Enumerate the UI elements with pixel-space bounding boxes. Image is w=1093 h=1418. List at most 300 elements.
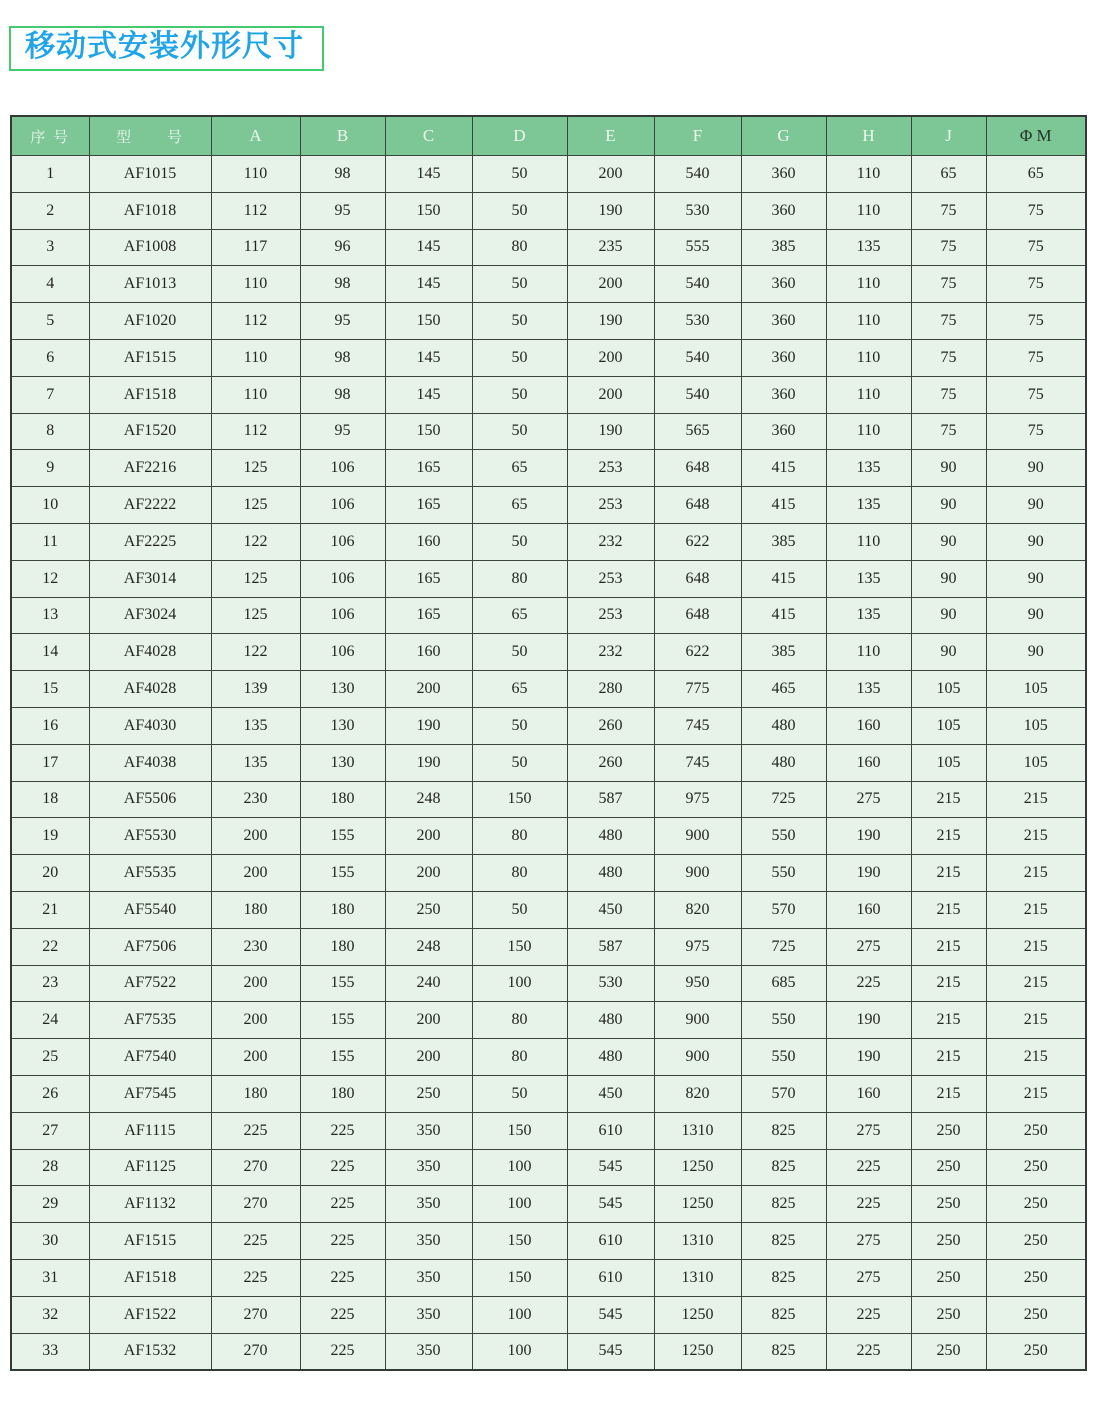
dimension-cell: 570	[741, 1075, 826, 1112]
dimension-cell: 253	[567, 597, 654, 634]
dimension-cell: 190	[567, 303, 654, 340]
dimension-cell: 105	[986, 707, 1086, 744]
model-cell: AF1515	[89, 1223, 211, 1260]
dimension-cell: 275	[826, 1259, 911, 1296]
dimension-cell: 275	[826, 1223, 911, 1260]
dimension-cell: 145	[385, 156, 472, 193]
table-row	[11, 891, 1086, 928]
dimension-cell: 112	[211, 192, 300, 229]
model-cell: AF1518	[89, 376, 211, 413]
dimension-cell: 250	[911, 1149, 986, 1186]
dimension-cell: 65	[911, 156, 986, 193]
column-header-6: E	[567, 116, 654, 156]
dimension-cell: 75	[911, 192, 986, 229]
dimension-cell: 165	[385, 487, 472, 524]
dimension-cell: 825	[741, 1149, 826, 1186]
dimension-cell: 975	[654, 928, 741, 965]
dimension-cell: 200	[567, 156, 654, 193]
column-header-5: D	[472, 116, 567, 156]
dimension-cell: 350	[385, 1149, 472, 1186]
dimension-cell: 100	[472, 1333, 567, 1370]
dimension-cell: 825	[741, 1223, 826, 1260]
table-row	[11, 855, 1086, 892]
dimension-cell: 825	[741, 1112, 826, 1149]
dimension-cell: 350	[385, 1223, 472, 1260]
table-row	[11, 1002, 1086, 1039]
dimension-cell: 225	[300, 1149, 385, 1186]
dimension-cell: 648	[654, 450, 741, 487]
table-row	[11, 781, 1086, 818]
dimension-cell: 75	[986, 339, 1086, 376]
dimension-cell: 480	[567, 1002, 654, 1039]
dimension-cell: 215	[911, 928, 986, 965]
dimension-cell: 100	[472, 1149, 567, 1186]
dimension-cell: 253	[567, 560, 654, 597]
table-row	[11, 707, 1086, 744]
dimension-cell: 900	[654, 1039, 741, 1076]
dimension-cell: 350	[385, 1112, 472, 1149]
dimension-cell: 480	[567, 1039, 654, 1076]
row-index-cell: 27	[11, 1112, 89, 1149]
dimension-cell: 350	[385, 1333, 472, 1370]
dimension-cell: 825	[741, 1296, 826, 1333]
dimension-cell: 215	[986, 1039, 1086, 1076]
dimension-cell: 150	[472, 781, 567, 818]
dimension-cell: 90	[911, 560, 986, 597]
dimension-cell: 250	[986, 1186, 1086, 1223]
table-row	[11, 487, 1086, 524]
dimension-cell: 190	[385, 707, 472, 744]
dimension-cell: 65	[472, 450, 567, 487]
dimension-cell: 75	[986, 229, 1086, 266]
dimension-cell: 225	[211, 1259, 300, 1296]
dimension-cell: 200	[385, 1002, 472, 1039]
row-index-cell: 31	[11, 1259, 89, 1296]
dimension-cell: 225	[826, 1149, 911, 1186]
dimension-cell: 1250	[654, 1296, 741, 1333]
dimension-cell: 280	[567, 671, 654, 708]
model-cell: AF7540	[89, 1039, 211, 1076]
dimension-cell: 685	[741, 965, 826, 1002]
dimension-cell: 415	[741, 560, 826, 597]
dimension-cell: 50	[472, 339, 567, 376]
dimension-cell: 75	[911, 413, 986, 450]
dimension-cell: 145	[385, 266, 472, 303]
table-row	[11, 1296, 1086, 1333]
dimension-cell: 250	[911, 1186, 986, 1223]
table-header-row	[11, 116, 1086, 156]
model-cell: AF1532	[89, 1333, 211, 1370]
dimension-cell: 75	[986, 303, 1086, 340]
table-row	[11, 376, 1086, 413]
model-cell: AF4038	[89, 744, 211, 781]
table-row	[11, 1075, 1086, 1112]
dimension-cell: 139	[211, 671, 300, 708]
dimension-cell: 225	[300, 1223, 385, 1260]
dimension-cell: 155	[300, 1002, 385, 1039]
dimension-cell: 545	[567, 1149, 654, 1186]
dimension-cell: 230	[211, 928, 300, 965]
column-header-2: A	[211, 116, 300, 156]
dimension-cell: 106	[300, 597, 385, 634]
dimension-cell: 1250	[654, 1333, 741, 1370]
dimension-cell: 250	[986, 1112, 1086, 1149]
row-index-cell: 3	[11, 229, 89, 266]
dimension-cell: 135	[826, 450, 911, 487]
row-index-cell: 12	[11, 560, 89, 597]
dimension-cell: 90	[986, 634, 1086, 671]
column-header-0: 序 号	[11, 116, 89, 156]
column-header-9: H	[826, 116, 911, 156]
dimension-cell: 385	[741, 634, 826, 671]
dimension-cell: 200	[385, 671, 472, 708]
dimension-cell: 900	[654, 818, 741, 855]
dimension-cell: 110	[826, 376, 911, 413]
dimension-cell: 90	[911, 487, 986, 524]
table-row	[11, 413, 1086, 450]
dimension-cell: 550	[741, 818, 826, 855]
table-row	[11, 928, 1086, 965]
dimension-cell: 150	[385, 303, 472, 340]
model-cell: AF5530	[89, 818, 211, 855]
dimension-cell: 260	[567, 744, 654, 781]
dimension-cell: 110	[826, 413, 911, 450]
model-cell: AF1520	[89, 413, 211, 450]
dimension-cell: 232	[567, 634, 654, 671]
dimension-cell: 215	[986, 781, 1086, 818]
dimension-cell: 465	[741, 671, 826, 708]
model-cell: AF1125	[89, 1149, 211, 1186]
dimension-cell: 270	[211, 1186, 300, 1223]
dimension-cell: 1310	[654, 1112, 741, 1149]
dimension-cell: 98	[300, 156, 385, 193]
dimension-cell: 180	[211, 1075, 300, 1112]
dimension-cell: 122	[211, 523, 300, 560]
dimension-cell: 215	[986, 891, 1086, 928]
dimension-cell: 75	[986, 192, 1086, 229]
table-row	[11, 560, 1086, 597]
dimension-cell: 250	[911, 1259, 986, 1296]
dimension-cell: 75	[911, 266, 986, 303]
dimension-cell: 200	[385, 1039, 472, 1076]
table-row	[11, 1149, 1086, 1186]
model-cell: AF1522	[89, 1296, 211, 1333]
dimension-cell: 90	[986, 450, 1086, 487]
dimension-cell: 180	[300, 1075, 385, 1112]
dimension-cell: 450	[567, 1075, 654, 1112]
dimension-cell: 180	[300, 928, 385, 965]
dimension-cell: 530	[654, 303, 741, 340]
dimension-cell: 80	[472, 560, 567, 597]
dimension-cell: 106	[300, 560, 385, 597]
dimension-cell: 75	[911, 376, 986, 413]
dimension-cell: 250	[911, 1333, 986, 1370]
dimension-cell: 110	[211, 376, 300, 413]
row-index-cell: 10	[11, 487, 89, 524]
table-row	[11, 303, 1086, 340]
dimension-cell: 745	[654, 707, 741, 744]
dimension-cell: 225	[300, 1259, 385, 1296]
dimension-cell: 200	[567, 266, 654, 303]
dimension-cell: 350	[385, 1296, 472, 1333]
dimension-cell: 135	[826, 487, 911, 524]
dimension-cell: 530	[567, 965, 654, 1002]
row-index-cell: 11	[11, 523, 89, 560]
dimension-cell: 587	[567, 781, 654, 818]
dimension-cell: 50	[472, 303, 567, 340]
model-cell: AF7535	[89, 1002, 211, 1039]
dimension-cell: 135	[211, 744, 300, 781]
dimension-cell: 106	[300, 634, 385, 671]
dimension-cell: 105	[911, 671, 986, 708]
dimension-cell: 360	[741, 413, 826, 450]
dimension-cell: 95	[300, 192, 385, 229]
dimension-cell: 215	[911, 965, 986, 1002]
dimension-cell: 80	[472, 1002, 567, 1039]
dimension-cell: 96	[300, 229, 385, 266]
dimension-cell: 160	[826, 1075, 911, 1112]
dimension-cell: 90	[986, 487, 1086, 524]
dimension-cell: 250	[385, 891, 472, 928]
dimension-cell: 385	[741, 523, 826, 560]
dimension-cell: 98	[300, 376, 385, 413]
dimension-cell: 360	[741, 192, 826, 229]
dimension-cell: 190	[826, 1002, 911, 1039]
dimension-cell: 190	[567, 192, 654, 229]
dimension-cell: 825	[741, 1259, 826, 1296]
model-cell: AF2222	[89, 487, 211, 524]
dimension-cell: 50	[472, 707, 567, 744]
dimension-cell: 50	[472, 744, 567, 781]
dimension-cell: 250	[986, 1333, 1086, 1370]
dimension-spec-table	[10, 115, 1087, 1371]
dimension-cell: 260	[567, 707, 654, 744]
table-row	[11, 339, 1086, 376]
dimension-cell: 80	[472, 855, 567, 892]
dimension-cell: 160	[826, 891, 911, 928]
table-row	[11, 965, 1086, 1002]
dimension-cell: 480	[567, 855, 654, 892]
row-index-cell: 32	[11, 1296, 89, 1333]
row-index-cell: 2	[11, 192, 89, 229]
dimension-cell: 725	[741, 781, 826, 818]
dimension-cell: 90	[911, 597, 986, 634]
column-header-3: B	[300, 116, 385, 156]
dimension-cell: 50	[472, 1075, 567, 1112]
dimension-cell: 215	[986, 965, 1086, 1002]
dimension-cell: 250	[986, 1296, 1086, 1333]
dimension-cell: 253	[567, 450, 654, 487]
dimension-cell: 180	[300, 891, 385, 928]
row-index-cell: 8	[11, 413, 89, 450]
dimension-cell: 75	[911, 229, 986, 266]
dimension-cell: 180	[211, 891, 300, 928]
dimension-cell: 105	[911, 707, 986, 744]
dimension-cell: 385	[741, 229, 826, 266]
dimension-cell: 65	[986, 156, 1086, 193]
dimension-cell: 545	[567, 1296, 654, 1333]
row-index-cell: 33	[11, 1333, 89, 1370]
row-index-cell: 16	[11, 707, 89, 744]
dimension-cell: 155	[300, 965, 385, 1002]
table-row	[11, 192, 1086, 229]
dimension-cell: 200	[211, 965, 300, 1002]
dimension-cell: 110	[211, 266, 300, 303]
row-index-cell: 28	[11, 1149, 89, 1186]
dimension-cell: 180	[300, 781, 385, 818]
dimension-cell: 190	[567, 413, 654, 450]
dimension-cell: 725	[741, 928, 826, 965]
dimension-cell: 540	[654, 339, 741, 376]
dimension-cell: 225	[300, 1112, 385, 1149]
dimension-cell: 155	[300, 1039, 385, 1076]
dimension-cell: 112	[211, 303, 300, 340]
dimension-cell: 135	[826, 671, 911, 708]
dimension-cell: 110	[826, 156, 911, 193]
dimension-cell: 135	[826, 229, 911, 266]
dimension-cell: 200	[567, 339, 654, 376]
dimension-cell: 122	[211, 634, 300, 671]
dimension-cell: 480	[741, 744, 826, 781]
dimension-cell: 110	[826, 266, 911, 303]
model-cell: AF2216	[89, 450, 211, 487]
row-index-cell: 4	[11, 266, 89, 303]
dimension-cell: 105	[986, 671, 1086, 708]
dimension-cell: 610	[567, 1223, 654, 1260]
dimension-cell: 200	[385, 855, 472, 892]
table-row	[11, 1333, 1086, 1370]
dimension-cell: 215	[986, 855, 1086, 892]
dimension-cell: 215	[986, 1075, 1086, 1112]
table-row	[11, 229, 1086, 266]
dimension-cell: 155	[300, 818, 385, 855]
dimension-cell: 110	[211, 156, 300, 193]
dimension-cell: 275	[826, 1112, 911, 1149]
dimension-cell: 648	[654, 560, 741, 597]
page-title: 移动式安装外形尺寸	[25, 30, 304, 63]
dimension-cell: 250	[986, 1149, 1086, 1186]
dimension-cell: 50	[472, 523, 567, 560]
dimension-cell: 150	[385, 192, 472, 229]
dimension-cell: 90	[911, 450, 986, 487]
dimension-cell: 248	[385, 781, 472, 818]
dimension-cell: 50	[472, 156, 567, 193]
dimension-cell: 190	[826, 855, 911, 892]
row-index-cell: 25	[11, 1039, 89, 1076]
row-index-cell: 30	[11, 1223, 89, 1260]
dimension-cell: 90	[986, 597, 1086, 634]
dimension-cell: 98	[300, 266, 385, 303]
dimension-cell: 200	[385, 818, 472, 855]
model-cell: AF7522	[89, 965, 211, 1002]
row-index-cell: 24	[11, 1002, 89, 1039]
table-row	[11, 1223, 1086, 1260]
dimension-cell: 480	[741, 707, 826, 744]
dimension-cell: 50	[472, 634, 567, 671]
model-cell: AF7506	[89, 928, 211, 965]
dimension-cell: 825	[741, 1333, 826, 1370]
row-index-cell: 26	[11, 1075, 89, 1112]
dimension-cell: 775	[654, 671, 741, 708]
dimension-cell: 215	[911, 1039, 986, 1076]
model-cell: AF7545	[89, 1075, 211, 1112]
dimension-cell: 106	[300, 487, 385, 524]
dimension-cell: 200	[211, 818, 300, 855]
dimension-cell: 50	[472, 376, 567, 413]
row-index-cell: 15	[11, 671, 89, 708]
section-title-box	[9, 26, 324, 71]
dimension-cell: 360	[741, 303, 826, 340]
dimension-cell: 165	[385, 597, 472, 634]
dimension-cell: 415	[741, 597, 826, 634]
dimension-cell: 250	[911, 1112, 986, 1149]
dimension-cell: 550	[741, 1039, 826, 1076]
dimension-cell: 150	[472, 1259, 567, 1296]
dimension-cell: 125	[211, 487, 300, 524]
dimension-cell: 540	[654, 266, 741, 303]
dimension-cell: 200	[211, 1039, 300, 1076]
dimension-cell: 225	[826, 1186, 911, 1223]
dimension-cell: 820	[654, 891, 741, 928]
column-header-1: 型 号	[89, 116, 211, 156]
dimension-cell: 160	[826, 744, 911, 781]
table-row	[11, 634, 1086, 671]
model-cell: AF5506	[89, 781, 211, 818]
dimension-cell: 565	[654, 413, 741, 450]
dimension-cell: 610	[567, 1112, 654, 1149]
column-header-10: J	[911, 116, 986, 156]
dimension-cell: 480	[567, 818, 654, 855]
dimension-cell: 215	[986, 818, 1086, 855]
dimension-cell: 165	[385, 450, 472, 487]
dimension-cell: 648	[654, 487, 741, 524]
dimension-cell: 50	[472, 266, 567, 303]
dimension-cell: 225	[826, 1296, 911, 1333]
dimension-cell: 570	[741, 891, 826, 928]
dimension-cell: 110	[826, 339, 911, 376]
dimension-cell: 275	[826, 781, 911, 818]
model-cell: AF5535	[89, 855, 211, 892]
dimension-cell: 1310	[654, 1223, 741, 1260]
table-row	[11, 1039, 1086, 1076]
model-cell: AF1020	[89, 303, 211, 340]
dimension-cell: 360	[741, 339, 826, 376]
model-cell: AF4028	[89, 671, 211, 708]
dimension-cell: 106	[300, 523, 385, 560]
dimension-cell: 112	[211, 413, 300, 450]
dimension-cell: 350	[385, 1186, 472, 1223]
dimension-cell: 160	[385, 634, 472, 671]
dimension-cell: 415	[741, 487, 826, 524]
dimension-cell: 225	[826, 965, 911, 1002]
dimension-cell: 150	[472, 928, 567, 965]
row-index-cell: 23	[11, 965, 89, 1002]
dimension-cell: 110	[826, 523, 911, 560]
model-cell: AF1008	[89, 229, 211, 266]
dimension-cell: 150	[472, 1223, 567, 1260]
dimension-cell: 190	[385, 744, 472, 781]
model-cell: AF2225	[89, 523, 211, 560]
dimension-cell: 90	[911, 523, 986, 560]
dimension-cell: 80	[472, 1039, 567, 1076]
dimension-cell: 75	[986, 266, 1086, 303]
dimension-cell: 622	[654, 523, 741, 560]
model-cell: AF1518	[89, 1259, 211, 1296]
dimension-cell: 110	[211, 339, 300, 376]
dimension-cell: 65	[472, 671, 567, 708]
table-row	[11, 744, 1086, 781]
dimension-cell: 65	[472, 487, 567, 524]
